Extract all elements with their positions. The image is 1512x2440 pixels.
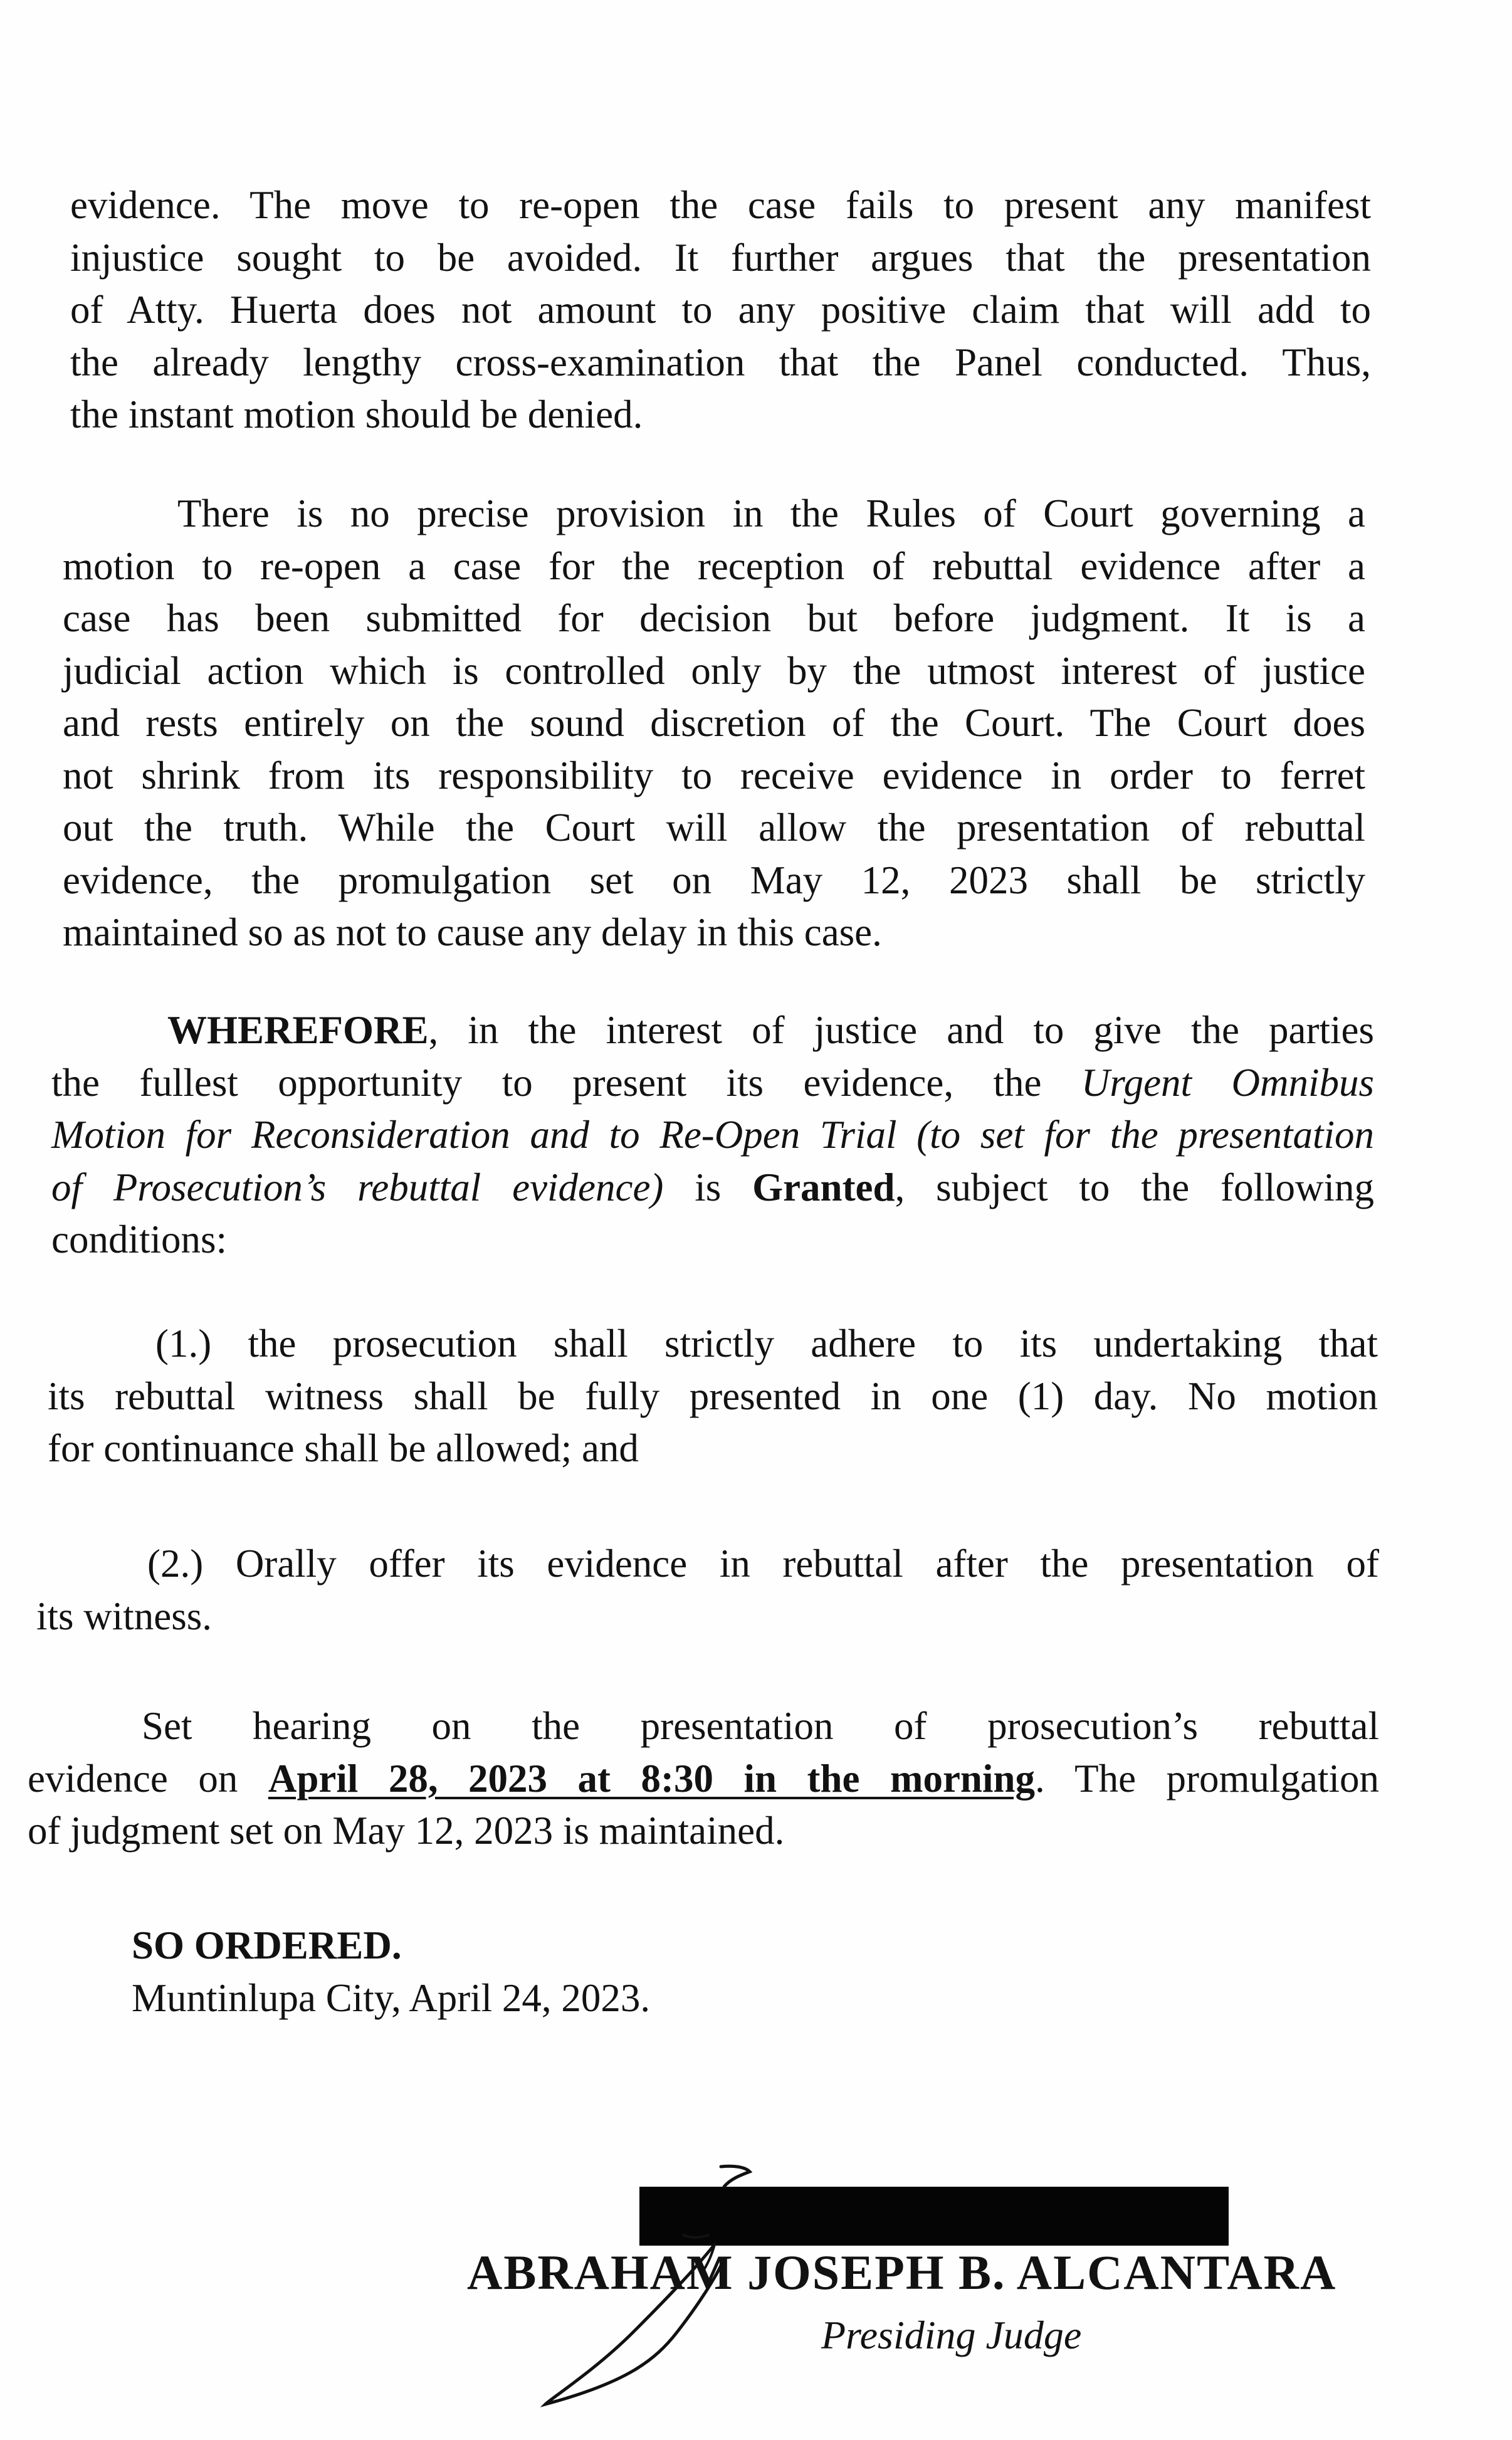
text-line: motion to re-open a case for the reception of rebuttal evidence after a	[63, 544, 1365, 588]
text-line: Motion for Reconsideration and to Re-Open Trial (to set for the presentation	[51, 1113, 1374, 1157]
so-ordered: SO ORDERED.	[132, 1923, 402, 1967]
text-line: conditions:	[51, 1217, 227, 1261]
closing-block	[132, 1920, 650, 2024]
text-line: evidence, the promulgation set on May 12, 2023 shall be strictly	[63, 858, 1365, 902]
text-line: of Atty. Huerta does not amount to any positive claim that will add to	[70, 288, 1371, 332]
paragraph-court-discretion	[63, 488, 1365, 959]
text-line: of Prosecution’s rebuttal evidence) is Granted, subject to the following	[51, 1165, 1375, 1209]
text-line: its witness.	[36, 1594, 213, 1638]
condition-2	[36, 1538, 1379, 1643]
motion-title: Urgent Omnibus	[1081, 1060, 1374, 1105]
text-line: (2.) Orally offer its evidence in rebuttal after the presentation of	[147, 1542, 1379, 1585]
text-line: the instant motion should be denied.	[70, 392, 643, 436]
text-line: evidence on April 28, 2023 at 8:30 in the morning. The promulgation	[28, 1756, 1379, 1801]
paragraph-wherefore	[51, 1004, 1374, 1266]
paragraph-hearing	[28, 1700, 1379, 1858]
text-line: maintained so as not to cause any delay in this case.	[63, 910, 882, 954]
text-line: the already lengthy cross-examination that the Panel conducted. Thus,	[70, 340, 1371, 384]
text-line: the fullest opportunity to present its evidence, the Urgent Omnibus	[51, 1060, 1374, 1105]
judge-title: Presiding Judge	[821, 2313, 1082, 2357]
text-line: of judgment set on May 12, 2023 is maintained.	[28, 1809, 785, 1853]
text-line: evidence. The move to re-open the case fails to present any manifest	[70, 183, 1371, 227]
text-line: its rebuttal witness shall be fully presented in one (1) day. No motion	[48, 1374, 1378, 1418]
judge-name: ABRAHAM JOSEPH B. ALCANTARA	[467, 2245, 1337, 2300]
granted-keyword: Granted	[752, 1165, 895, 1209]
text-line: out the truth. While the Court will allow the presentation of rebuttal	[63, 806, 1365, 849]
text-line: case has been submitted for decision but before judgment. It is a	[63, 596, 1365, 640]
wherefore-keyword: WHEREFORE	[167, 1008, 429, 1052]
signature-icon	[527, 2144, 752, 2407]
place-and-date: Muntinlupa City, April 24, 2023.	[132, 1975, 651, 2020]
hearing-date: April 28, 2023 at 8:30 in the morning	[268, 1756, 1035, 1801]
text-line: judicial action which is controlled only by the utmost interest of justice	[63, 648, 1365, 693]
text-line: Set hearing on the presentation of prosecution’s rebuttal	[142, 1704, 1379, 1748]
paragraph-opposition-argument	[70, 179, 1371, 441]
text-line: for continuance shall be allowed; and	[48, 1426, 639, 1470]
text-line: injustice sought to be avoided. It further argues that the presentation	[70, 235, 1371, 280]
text-line: not shrink from its responsibility to receive evidence in order to ferret	[63, 753, 1365, 797]
text-line: (1.) the prosecution shall strictly adhere to its undertaking that	[155, 1322, 1378, 1365]
text-line: and rests entirely on the sound discretion of the Court. The Court does	[63, 701, 1365, 745]
text-line: WHEREFORE, in the interest of justice and to give the parties	[167, 1008, 1374, 1052]
condition-1	[48, 1318, 1378, 1475]
text-line: There is no precise provision in the Rules of Court governing a	[177, 492, 1365, 535]
